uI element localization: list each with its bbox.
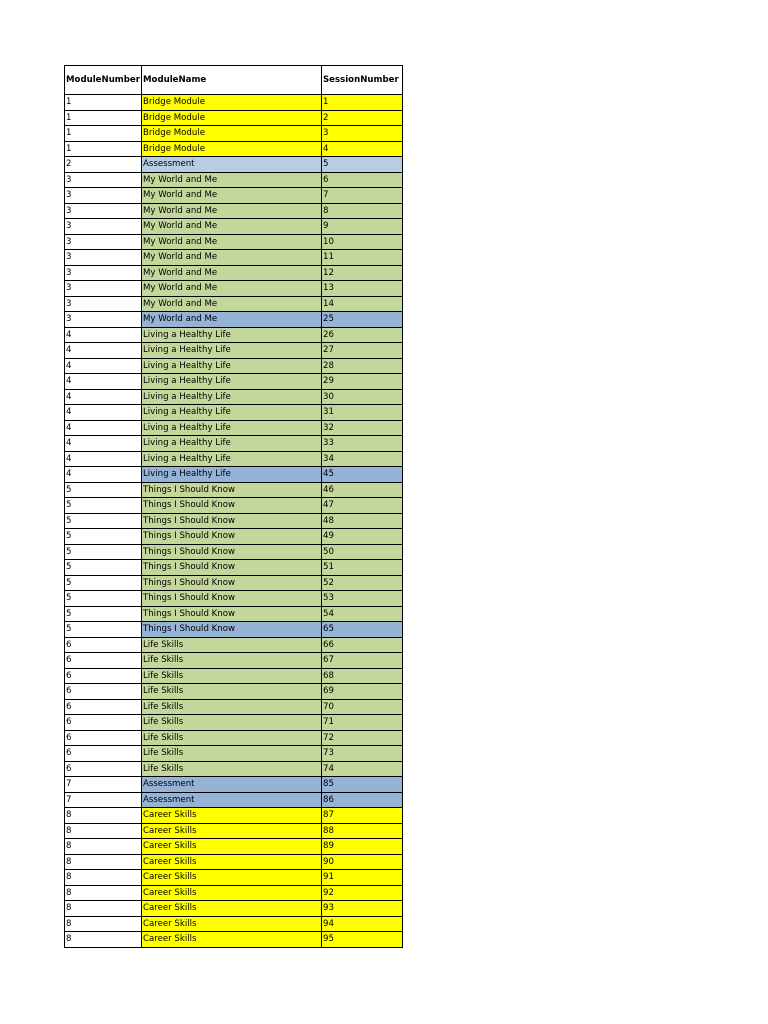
module-number-cell[interactable]: 8: [65, 932, 142, 948]
module-name-cell[interactable]: Life Skills: [141, 761, 321, 777]
session-number-cell[interactable]: 45: [321, 467, 402, 483]
session-number-cell[interactable]: 93: [321, 901, 402, 917]
module-number-cell[interactable]: 3: [65, 296, 142, 312]
header-module-name: ModuleName: [141, 66, 321, 95]
module-name-cell[interactable]: Things I Should Know: [141, 591, 321, 607]
session-number-cell[interactable]: 65: [321, 622, 402, 638]
module-name-cell[interactable]: My World and Me: [141, 296, 321, 312]
table-row: [65, 405, 403, 421]
session-number-cell[interactable]: 1: [321, 95, 402, 111]
module-number-cell[interactable]: 3: [65, 281, 142, 297]
table-row: [65, 281, 403, 297]
table-row: [65, 436, 403, 452]
module-name-cell[interactable]: Bridge Module: [141, 141, 321, 157]
session-number-cell[interactable]: 8: [321, 203, 402, 219]
session-number-cell[interactable]: 4: [321, 141, 402, 157]
module-name-cell[interactable]: Career Skills: [141, 870, 321, 886]
session-number-cell[interactable]: 29: [321, 374, 402, 390]
module-name-cell[interactable]: Career Skills: [141, 823, 321, 839]
module-number-cell[interactable]: 4: [65, 436, 142, 452]
session-number-cell[interactable]: 12: [321, 265, 402, 281]
table-row: [65, 141, 403, 157]
module-number-cell[interactable]: 6: [65, 684, 142, 700]
module-name-cell[interactable]: Bridge Module: [141, 110, 321, 126]
table-row: [65, 901, 403, 917]
module-number-cell[interactable]: 6: [65, 715, 142, 731]
session-number-cell[interactable]: 89: [321, 839, 402, 855]
table-row: [65, 265, 403, 281]
table-row: [65, 839, 403, 855]
module-number-cell[interactable]: 8: [65, 839, 142, 855]
module-name-cell[interactable]: Living a Healthy Life: [141, 436, 321, 452]
module-name-cell[interactable]: My World and Me: [141, 312, 321, 328]
module-number-cell[interactable]: 6: [65, 668, 142, 684]
module-name-cell[interactable]: Things I Should Know: [141, 575, 321, 591]
table-row: [65, 389, 403, 405]
module-number-cell[interactable]: 3: [65, 234, 142, 250]
module-name-cell[interactable]: Living a Healthy Life: [141, 389, 321, 405]
session-number-cell[interactable]: 27: [321, 343, 402, 359]
session-number-cell[interactable]: 31: [321, 405, 402, 421]
module-name-cell[interactable]: My World and Me: [141, 219, 321, 235]
module-number-cell[interactable]: 6: [65, 746, 142, 762]
session-number-cell[interactable]: 70: [321, 699, 402, 715]
module-number-cell[interactable]: 1: [65, 141, 142, 157]
module-number-cell[interactable]: 5: [65, 606, 142, 622]
session-number-cell[interactable]: 87: [321, 808, 402, 824]
session-number-cell[interactable]: 74: [321, 761, 402, 777]
session-number-cell[interactable]: 69: [321, 684, 402, 700]
module-number-cell[interactable]: 4: [65, 451, 142, 467]
module-number-cell[interactable]: 5: [65, 591, 142, 607]
session-number-cell[interactable]: 51: [321, 560, 402, 576]
module-name-cell[interactable]: Things I Should Know: [141, 513, 321, 529]
table-row: [65, 420, 403, 436]
session-number-cell[interactable]: 86: [321, 792, 402, 808]
table-row: [65, 296, 403, 312]
module-name-cell[interactable]: Life Skills: [141, 637, 321, 653]
module-name-cell[interactable]: Career Skills: [141, 932, 321, 948]
module-name-cell[interactable]: Things I Should Know: [141, 482, 321, 498]
table-row: [65, 854, 403, 870]
module-name-cell[interactable]: Assessment: [141, 157, 321, 173]
session-number-cell[interactable]: 13: [321, 281, 402, 297]
module-number-cell[interactable]: 5: [65, 575, 142, 591]
table-row: [65, 575, 403, 591]
module-number-cell[interactable]: 5: [65, 529, 142, 545]
module-name-cell[interactable]: Things I Should Know: [141, 544, 321, 560]
module-number-cell[interactable]: 6: [65, 730, 142, 746]
module-name-cell[interactable]: Living a Healthy Life: [141, 420, 321, 436]
module-name-cell[interactable]: Things I Should Know: [141, 606, 321, 622]
module-name-cell[interactable]: My World and Me: [141, 250, 321, 266]
table-row: [65, 529, 403, 545]
module-number-cell[interactable]: 7: [65, 777, 142, 793]
header-row: [65, 66, 403, 95]
module-name-cell[interactable]: Living a Healthy Life: [141, 451, 321, 467]
table-row: [65, 730, 403, 746]
session-number-cell[interactable]: 2: [321, 110, 402, 126]
session-number-cell[interactable]: 92: [321, 885, 402, 901]
module-name-cell[interactable]: Life Skills: [141, 668, 321, 684]
module-name-cell[interactable]: Career Skills: [141, 901, 321, 917]
module-number-cell[interactable]: 6: [65, 637, 142, 653]
module-name-cell[interactable]: Career Skills: [141, 808, 321, 824]
session-number-cell[interactable]: 49: [321, 529, 402, 545]
module-number-cell[interactable]: 7: [65, 792, 142, 808]
module-number-cell[interactable]: 4: [65, 420, 142, 436]
table-row: [65, 622, 403, 638]
table-row: [65, 327, 403, 343]
module-name-cell[interactable]: My World and Me: [141, 188, 321, 204]
module-number-cell[interactable]: 4: [65, 467, 142, 483]
module-number-cell[interactable]: 8: [65, 854, 142, 870]
session-number-cell[interactable]: 66: [321, 637, 402, 653]
session-number-cell[interactable]: 91: [321, 870, 402, 886]
table-row: [65, 885, 403, 901]
module-number-cell[interactable]: 3: [65, 312, 142, 328]
table-row: [65, 513, 403, 529]
table-row: [65, 591, 403, 607]
module-name-cell[interactable]: Life Skills: [141, 715, 321, 731]
table-row: [65, 312, 403, 328]
session-number-cell[interactable]: 68: [321, 668, 402, 684]
table-row: [65, 498, 403, 514]
table-row: [65, 234, 403, 250]
module-name-cell[interactable]: Bridge Module: [141, 126, 321, 142]
table-row: [65, 188, 403, 204]
module-number-cell[interactable]: 3: [65, 250, 142, 266]
table-row: [65, 823, 403, 839]
session-number-cell[interactable]: 25: [321, 312, 402, 328]
table-row: [65, 157, 403, 173]
module-number-cell[interactable]: 5: [65, 498, 142, 514]
module-name-cell[interactable]: Career Skills: [141, 854, 321, 870]
module-number-cell[interactable]: 5: [65, 560, 142, 576]
table-row: [65, 451, 403, 467]
module-number-cell[interactable]: 2: [65, 157, 142, 173]
session-number-cell[interactable]: 53: [321, 591, 402, 607]
table-row: [65, 544, 403, 560]
header-module-number: ModuleNumber: [65, 66, 142, 95]
module-number-cell[interactable]: 8: [65, 885, 142, 901]
session-number-cell[interactable]: 88: [321, 823, 402, 839]
module-number-cell[interactable]: 1: [65, 95, 142, 111]
module-number-cell[interactable]: 4: [65, 389, 142, 405]
table-row: [65, 715, 403, 731]
module-name-cell[interactable]: My World and Me: [141, 281, 321, 297]
module-number-cell[interactable]: 4: [65, 343, 142, 359]
session-number-cell[interactable]: 52: [321, 575, 402, 591]
session-number-cell[interactable]: 72: [321, 730, 402, 746]
table-row: [65, 916, 403, 932]
table-row: [65, 219, 403, 235]
module-name-cell[interactable]: Living a Healthy Life: [141, 358, 321, 374]
table-row: [65, 932, 403, 948]
session-number-cell[interactable]: 3: [321, 126, 402, 142]
module-name-cell[interactable]: Life Skills: [141, 699, 321, 715]
table-row: [65, 761, 403, 777]
module-name-cell[interactable]: Career Skills: [141, 885, 321, 901]
module-number-cell[interactable]: 6: [65, 699, 142, 715]
module-number-cell[interactable]: 6: [65, 761, 142, 777]
session-number-cell[interactable]: 85: [321, 777, 402, 793]
module-name-cell[interactable]: My World and Me: [141, 234, 321, 250]
table-body: [65, 95, 403, 948]
module-number-cell[interactable]: 5: [65, 544, 142, 560]
module-number-cell[interactable]: 8: [65, 901, 142, 917]
table-row: [65, 343, 403, 359]
session-table: [64, 65, 403, 948]
module-name-cell[interactable]: Assessment: [141, 777, 321, 793]
session-number-cell[interactable]: 50: [321, 544, 402, 560]
module-name-cell[interactable]: Living a Healthy Life: [141, 374, 321, 390]
header-session-number: SessionNumber: [321, 66, 402, 95]
module-number-cell[interactable]: 1: [65, 110, 142, 126]
module-name-cell[interactable]: Things I Should Know: [141, 622, 321, 638]
module-number-cell[interactable]: 3: [65, 203, 142, 219]
session-number-cell[interactable]: 30: [321, 389, 402, 405]
module-name-cell[interactable]: Bridge Module: [141, 95, 321, 111]
session-number-cell[interactable]: 11: [321, 250, 402, 266]
session-number-cell[interactable]: 5: [321, 157, 402, 173]
module-number-cell[interactable]: 8: [65, 916, 142, 932]
table-row: [65, 870, 403, 886]
session-number-cell[interactable]: 14: [321, 296, 402, 312]
session-number-cell[interactable]: 6: [321, 172, 402, 188]
table-row: [65, 250, 403, 266]
module-name-cell[interactable]: Career Skills: [141, 839, 321, 855]
session-number-cell[interactable]: 90: [321, 854, 402, 870]
table-row: [65, 203, 403, 219]
session-number-cell[interactable]: 48: [321, 513, 402, 529]
module-number-cell[interactable]: 8: [65, 870, 142, 886]
table-row: [65, 699, 403, 715]
table-row: [65, 792, 403, 808]
session-number-cell[interactable]: 95: [321, 932, 402, 948]
module-number-cell[interactable]: 1: [65, 126, 142, 142]
session-number-cell[interactable]: 46: [321, 482, 402, 498]
module-number-cell[interactable]: 4: [65, 358, 142, 374]
session-number-cell[interactable]: 47: [321, 498, 402, 514]
table-row: [65, 777, 403, 793]
table-row: [65, 637, 403, 653]
module-name-cell[interactable]: Living a Healthy Life: [141, 327, 321, 343]
table-row: [65, 808, 403, 824]
session-number-cell[interactable]: 28: [321, 358, 402, 374]
session-number-cell[interactable]: 9: [321, 219, 402, 235]
module-name-cell[interactable]: Career Skills: [141, 916, 321, 932]
session-number-cell[interactable]: 33: [321, 436, 402, 452]
module-name-cell[interactable]: Life Skills: [141, 653, 321, 669]
module-name-cell[interactable]: Things I Should Know: [141, 560, 321, 576]
table-row: [65, 110, 403, 126]
module-number-cell[interactable]: 5: [65, 622, 142, 638]
module-name-cell[interactable]: Things I Should Know: [141, 498, 321, 514]
table-row: [65, 467, 403, 483]
session-number-cell[interactable]: 7: [321, 188, 402, 204]
session-number-cell[interactable]: 32: [321, 420, 402, 436]
table-row: [65, 482, 403, 498]
module-number-cell[interactable]: 8: [65, 808, 142, 824]
module-number-cell[interactable]: 5: [65, 482, 142, 498]
module-number-cell[interactable]: 3: [65, 219, 142, 235]
module-number-cell[interactable]: 4: [65, 327, 142, 343]
table-row: [65, 374, 403, 390]
table-row: [65, 126, 403, 142]
module-number-cell[interactable]: 4: [65, 374, 142, 390]
table-row: [65, 95, 403, 111]
module-name-cell[interactable]: Life Skills: [141, 730, 321, 746]
module-name-cell[interactable]: My World and Me: [141, 172, 321, 188]
module-name-cell[interactable]: My World and Me: [141, 265, 321, 281]
table-row: [65, 172, 403, 188]
session-number-cell[interactable]: 10: [321, 234, 402, 250]
session-number-cell[interactable]: 71: [321, 715, 402, 731]
module-number-cell[interactable]: 5: [65, 513, 142, 529]
module-number-cell[interactable]: 3: [65, 188, 142, 204]
session-number-cell[interactable]: 26: [321, 327, 402, 343]
module-name-cell[interactable]: Assessment: [141, 792, 321, 808]
session-number-cell[interactable]: 73: [321, 746, 402, 762]
table-row: [65, 668, 403, 684]
session-number-cell[interactable]: 34: [321, 451, 402, 467]
table-row: [65, 606, 403, 622]
module-name-cell[interactable]: Life Skills: [141, 746, 321, 762]
module-name-cell[interactable]: Living a Healthy Life: [141, 343, 321, 359]
module-number-cell[interactable]: 3: [65, 172, 142, 188]
module-name-cell[interactable]: Things I Should Know: [141, 529, 321, 545]
session-number-cell[interactable]: 67: [321, 653, 402, 669]
module-name-cell[interactable]: Living a Healthy Life: [141, 405, 321, 421]
module-name-cell[interactable]: My World and Me: [141, 203, 321, 219]
module-number-cell[interactable]: 6: [65, 653, 142, 669]
session-number-cell[interactable]: 54: [321, 606, 402, 622]
table-row: [65, 358, 403, 374]
session-number-cell[interactable]: 94: [321, 916, 402, 932]
module-number-cell[interactable]: 4: [65, 405, 142, 421]
table-row: [65, 746, 403, 762]
module-name-cell[interactable]: Living a Healthy Life: [141, 467, 321, 483]
table-row: [65, 684, 403, 700]
module-name-cell[interactable]: Life Skills: [141, 684, 321, 700]
module-number-cell[interactable]: 3: [65, 265, 142, 281]
table-row: [65, 560, 403, 576]
table-row: [65, 653, 403, 669]
module-number-cell[interactable]: 8: [65, 823, 142, 839]
